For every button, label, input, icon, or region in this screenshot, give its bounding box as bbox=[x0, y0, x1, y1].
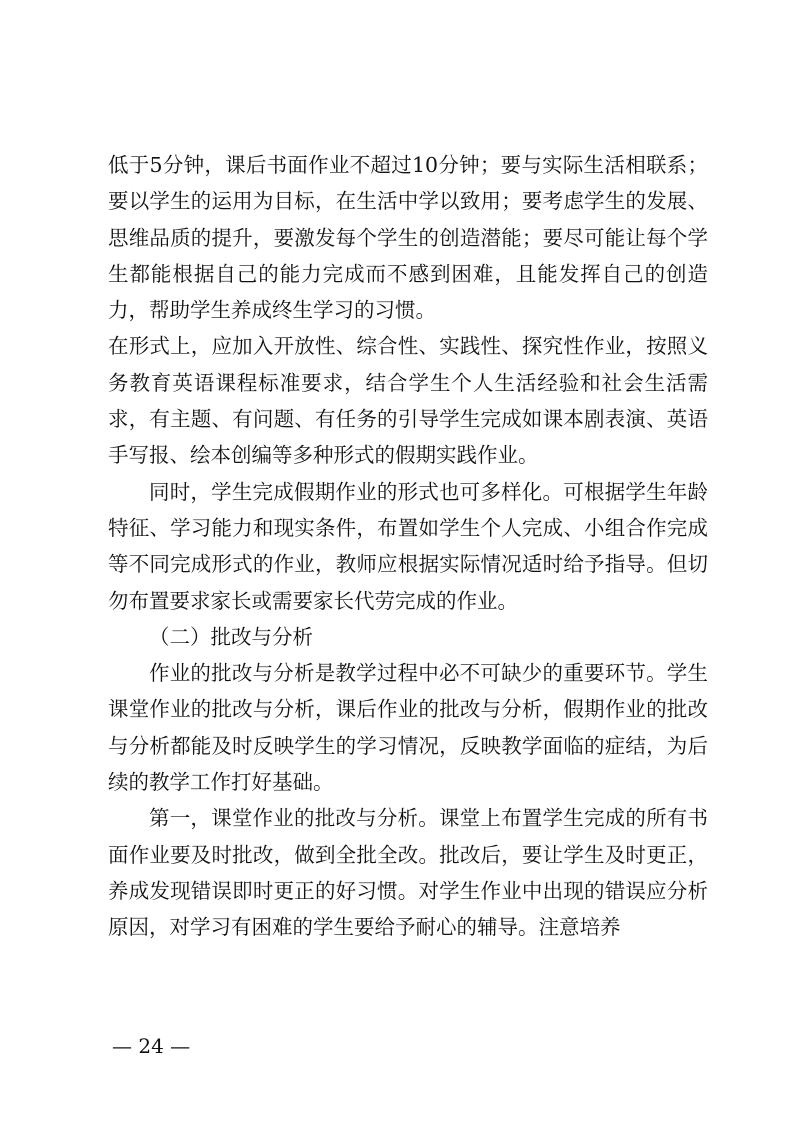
paragraph-3: 同时，学生完成假期作业的形式也可多样化。可根据学生年龄特征、学习能力和现实条件，布置如学生个人完成、小组合作完成等不同完成形式的作业，教师应根据实际情况适时给予指导。但切勿布置要求家长或需要家长代劳完成的作业。 bbox=[108, 479, 708, 613]
paragraph-4: 作业的批改与分析是教学过程中必不可缺少的重要环节。学生课堂作业的批改与分析，课后作业的批改与分析，假期作业的批改与分析都能及时反映学生的学习情况，反映教学面临的症结，为后续的教学工作打好基础。 bbox=[108, 661, 708, 795]
paragraph-1: 低于5分钟，课后书面作业不超过10分钟；要与实际生活相联系；要以学生的运用为目标，在生活中学以致用；要考虑学生的发展、思维品质的提升，要激发每个学生的创造潜能；要尽可能让每个学生都能根据自己的能力完成而不感到困难，且能发挥自己的创造力，帮助学生养成终生学习的习惯。 bbox=[108, 153, 708, 323]
section-heading: （二）批改与分析 bbox=[149, 624, 313, 649]
page-number: — 24 — bbox=[112, 1034, 191, 1058]
paragraph-2: 在形式上，应加入开放性、综合性、实践性、探究性作业，按照义务教育英语课程标准要求，结合学生个人生活经验和社会生活需求，有主题、有问题、有任务的引导学生完成如课本剧表演、英语手写报、绘本创编等多种形式的假期实践作业。 bbox=[108, 334, 708, 468]
paragraph-5: 第一，课堂作业的批改与分析。课堂上布置学生完成的所有书面作业要及时批改，做到全批全改。批改后，要让学生及时更正，养成发现错误即时更正的好习惯。对学生作业中出现的错误应分析原因，对学习有困难的学生要给予耐心的辅导。注意培养 bbox=[108, 806, 708, 940]
body-text bbox=[108, 147, 708, 946]
